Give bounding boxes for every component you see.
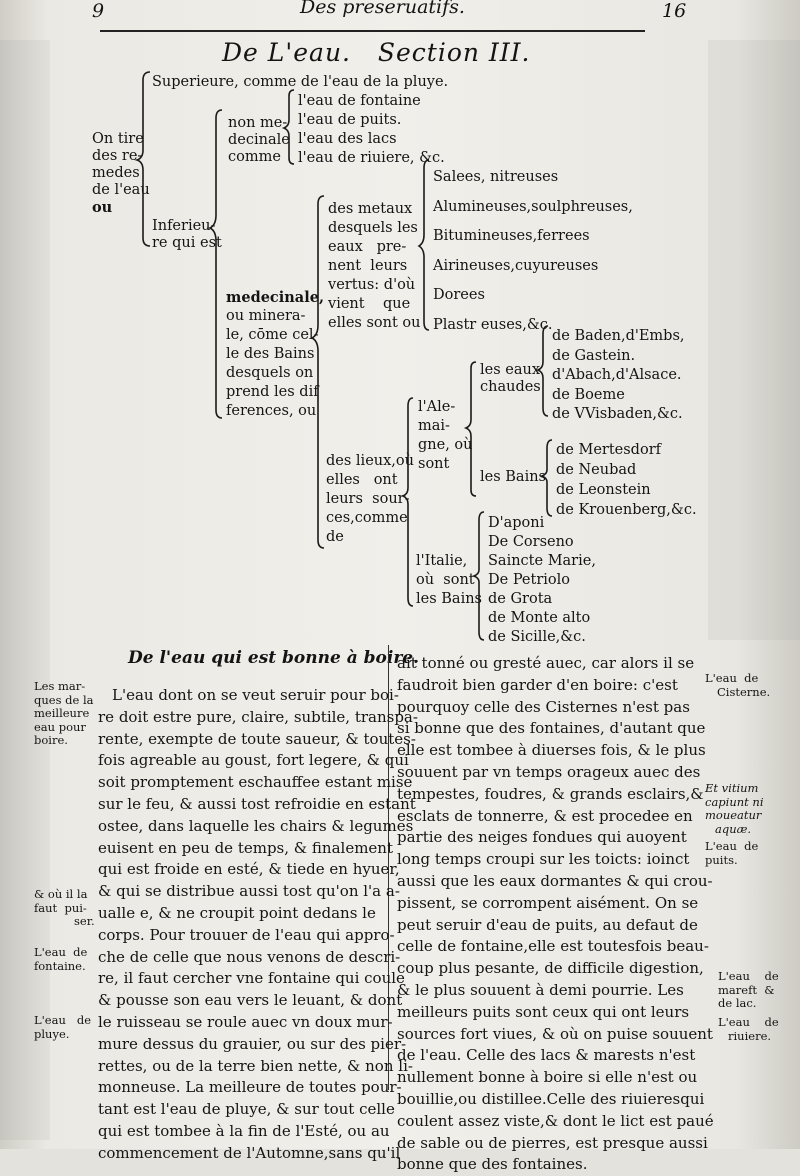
text-line: ualle e, & ne croupit point dedans le xyxy=(98,903,376,922)
baths-items: de Mertesdorf de Neubad de Leonstein de Krouenberg,&c. xyxy=(556,442,697,518)
text-line: qui est froide en esté, & tiede en hyuer, xyxy=(98,860,400,879)
text-line: pourquoy celle des Cisternes n'est pas xyxy=(397,697,690,716)
text-line: long temps croupi sur les toicts: ioinct xyxy=(397,850,690,869)
text-line: soit promptement eschauffee estant mise xyxy=(98,773,413,792)
text-line: de sable ou de pierres, est presque aussi xyxy=(397,1133,708,1152)
text-line: monneuse. La meilleure de toutes pour- xyxy=(98,1078,402,1097)
text-line: re doit estre pure, claire, subtile, transpa- xyxy=(98,707,418,726)
text-line: & le plus souuent à demi pourrie. Les xyxy=(397,980,684,999)
text-line: mure dessus du grauier, ou sur des pier- xyxy=(98,1034,407,1053)
text-line: de l'eau. Celle des lacs & marests n'est xyxy=(397,1046,696,1065)
right-column xyxy=(397,653,714,1176)
text-line: pissent, se corrompent aisément. On se xyxy=(397,893,699,912)
text-line: bonne que des fontaines. xyxy=(397,1155,588,1174)
text-line: coulent assez viste,& dont le lict est paué xyxy=(397,1111,714,1130)
text-line: commencement de l'Automne,sans qu'il xyxy=(98,1143,401,1162)
text-line: ostee, dans laquelle les chairs & legumes xyxy=(98,816,414,835)
text-line: bouillie,ou distillee.Celle des riuieresqui xyxy=(397,1089,705,1108)
text-line: faudroit bien garder d'en boire: c'est xyxy=(397,675,678,694)
text-line: peut seruir d'eau de puits, au defaut de xyxy=(397,915,698,934)
margin-note-fountain: L'eau de fontaine. xyxy=(34,945,88,973)
text-line: rente, exempte de toute saueur, & toutes- xyxy=(98,729,416,748)
margin-note-well: L'eau de puits. xyxy=(705,839,759,867)
text-line: elle est tombee à diuerses fois, & le plus xyxy=(397,741,706,760)
non-medicinal-branch: non me- decinale comme xyxy=(228,115,290,165)
text-line: & pousse son eau vers le leuant, & dont xyxy=(98,991,403,1010)
subheading: De l'eau qui est bonne à boire. xyxy=(128,648,420,668)
text-line: tempestes, foudres, & grands esclairs,& xyxy=(397,784,704,803)
text-line: sur le feu, & aussi tost refroidie en estant xyxy=(98,794,416,813)
section-title: De L'eau. Section III. xyxy=(222,38,531,67)
superior-branch: Superieure, comme de l'eau de la pluye. xyxy=(152,74,449,90)
margin-note-cistern: L'eau de Cisterne. xyxy=(705,671,771,699)
places-branch: des lieux,où elles ont leurs sour- ces,comme de xyxy=(326,453,414,545)
germany-branch: l'Ale- mai- gne, où sont xyxy=(418,399,473,472)
margin-note-latin: Et vitium capiunt ni moueatur aquæ. xyxy=(705,781,764,836)
text-line: & qui se distribue aussi tost qu'on l'a a- xyxy=(98,882,400,901)
hot-waters-branch: les eaux chaudes xyxy=(480,362,541,395)
hot-waters-items: de Baden,d'Embs, de Gastein. d'Abach,d'Alsace. de Boeme de VVisbaden,&c. xyxy=(552,328,685,422)
metals-items: Salees, nitreuses Alumineuses,soulphreuses, Bitumineuses,ferrees Airineuses,cuyureuses Dorees Plastr euses,&c. xyxy=(433,169,633,333)
text-line: L'eau dont on se veut seruir pour boi- xyxy=(112,686,399,704)
metals-branch: des metaux desquels les eaux pre- nent leurs vertus: d'où vient que elles sont ou xyxy=(328,201,421,331)
medicinal-branch: medecinale, ou minera- le, cōme cel- le des Bains desquels on prend les dif ferences, ou xyxy=(226,289,324,419)
margin-note-marks: Les mar- ques de la meilleure eau pour boire. xyxy=(34,679,94,747)
text-line: che de celle que nous venons de descri- xyxy=(98,947,401,966)
text-line: rettes, ou de la terre bien nette, & non li- xyxy=(98,1056,413,1075)
table-root: On tire des re- medes de l'eau ou xyxy=(92,131,150,216)
text-line: meilleurs puits sont ceux qui ont leurs xyxy=(397,1002,690,1021)
text-line: ait tonné ou gresté auec, car alors il se xyxy=(397,654,695,672)
margin-note-rain: L'eau de pluye. xyxy=(34,1013,92,1041)
text-line: nullement bonne à boire si elle n'est ou xyxy=(397,1068,698,1087)
text-line: sources fort viues, & où on puise souuent xyxy=(397,1024,713,1043)
page-number-right: 16 xyxy=(662,0,687,22)
non-medicinal-items: l'eau de fontaine l'eau de puits. l'eau des lacs l'eau de riuiere, &c. xyxy=(298,93,445,166)
text-line: corps. Pour trouuer de l'eau qui appro- xyxy=(98,925,395,944)
text-line: souuent par vn temps orageux auec des xyxy=(397,762,701,781)
left-column xyxy=(98,685,418,1165)
running-head: Des preseruatifs. xyxy=(300,0,465,18)
text-line: le ruisseau se roule auec vn doux mur- xyxy=(98,1012,393,1031)
text-line: partie des neiges fondues qui auoyent xyxy=(397,828,687,847)
margin-note-source: & où il la faut pui- ser. xyxy=(34,887,95,928)
baths-label: les Bains xyxy=(480,469,546,485)
text-line: qui est tombee à la fin de l'Esté, ou au xyxy=(98,1121,390,1140)
text-line: aussi que les eaux dormantes & qui crou- xyxy=(397,871,713,890)
text-line: re, il faut cercher vne fontaine qui coule xyxy=(98,969,405,988)
page-number-left: 9 xyxy=(92,0,105,22)
text-line: coup plus pesante, de difficile digestion, xyxy=(397,959,704,978)
margin-note-river: L'eau de riuiere. xyxy=(718,1015,779,1043)
text-line: euisent en peu de temps, & finalement xyxy=(98,838,393,857)
text-line: celle de fontaine,elle est toutesfois beau- xyxy=(397,937,709,956)
inferior-branch: Inferieu- re qui est xyxy=(152,218,222,251)
text-line: fois agreable au goust, fort legere, & qui xyxy=(98,751,409,770)
text-line: tant est l'eau de pluye, & sur tout celle xyxy=(98,1100,395,1119)
italy-items: D'aponi De Corseno Saincte Marie, De Petriolo de Grota de Monte alto de Sicille,&c. xyxy=(488,515,596,645)
margin-note-marsh: L'eau de mareft & de lac. xyxy=(718,969,779,1010)
italy-branch: l'Italie, où sont les Bains xyxy=(416,553,482,607)
text-line: esclats de tonnerre, & est procedee en xyxy=(397,806,693,825)
text-line: si bonne que des fontaines, d'autant que xyxy=(397,719,706,738)
